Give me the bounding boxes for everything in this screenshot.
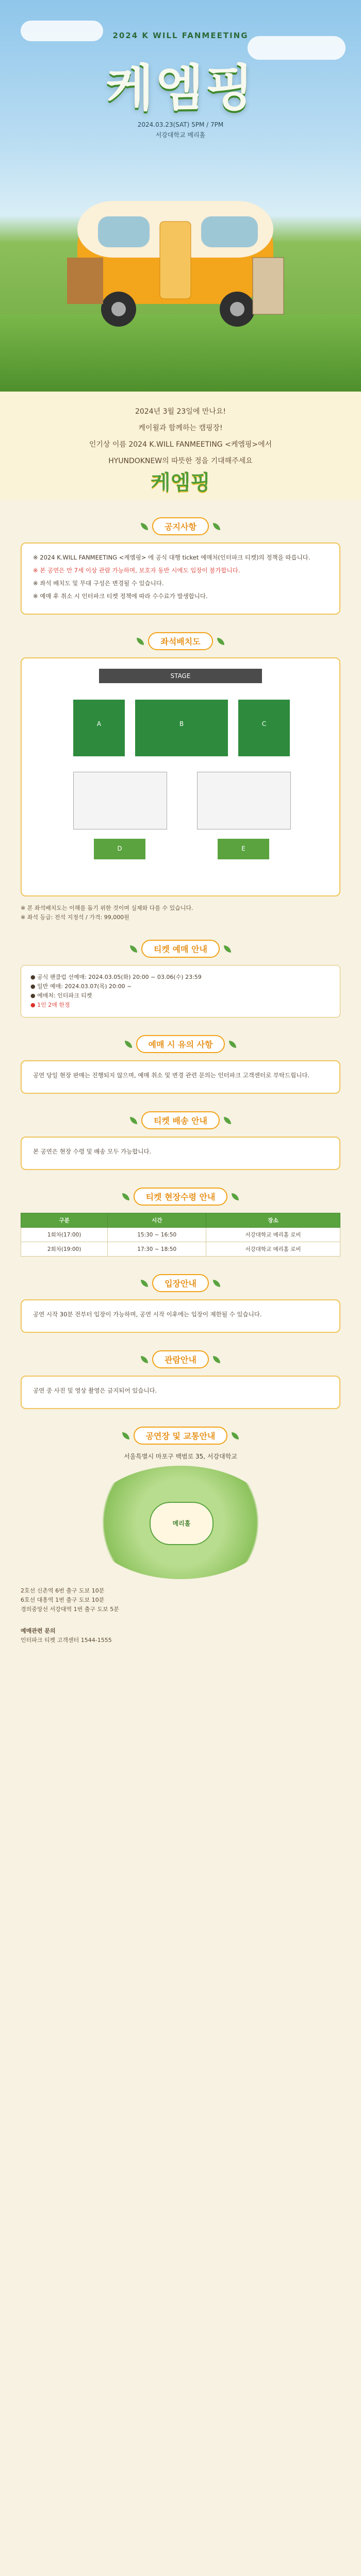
contact-title: 예매관련 문의 xyxy=(21,1628,56,1634)
leaf-icon xyxy=(130,1117,137,1124)
leaf-icon xyxy=(213,1280,220,1287)
intro-section xyxy=(0,392,361,500)
table-cell: 서강대학교 메리홀 로비 xyxy=(206,1228,340,1242)
contact-section xyxy=(21,1626,340,1645)
delivery-card xyxy=(21,1137,340,1170)
ticket-line: ● 공식 팬클럽 선예매: 2024.03.05(화) 20:00 ~ 03.06(수) 23:59 xyxy=(30,974,202,980)
viewing-title: 관람안내 xyxy=(152,1350,209,1368)
stage-label: STAGE xyxy=(99,669,262,683)
leaf-icon xyxy=(122,1193,129,1200)
seat-block xyxy=(238,700,290,756)
ticket-line: ● 1인 2매 한정 xyxy=(30,1002,70,1008)
leaf-icon xyxy=(217,638,224,645)
table-header: 구분 xyxy=(21,1213,108,1228)
cautions-text: 공연 당일 현장 판매는 진행되지 않으며, 예매 취소 및 변경 관련 문의는 인터파크 고객센터로 부탁드립니다. xyxy=(33,1072,310,1079)
table-header-row xyxy=(21,1213,340,1228)
seat-block xyxy=(218,839,269,859)
delivery-title: 티켓 배송 안내 xyxy=(141,1111,220,1129)
ticket-info-box xyxy=(21,965,340,1018)
seat-block xyxy=(94,839,145,859)
viewing-card xyxy=(21,1376,340,1409)
leaf-icon xyxy=(122,1432,129,1439)
seat-block-label: C xyxy=(261,720,267,727)
entry-heading xyxy=(0,1274,361,1292)
seat-block-label: D xyxy=(117,845,122,852)
onsite-table xyxy=(21,1213,340,1257)
ticket-line: ● 일반 예매: 2024.03.07(목) 20:00 ~ xyxy=(30,983,132,990)
delivery-text: 본 공연은 현장 수령 및 배송 모두 가능합니다. xyxy=(33,1148,152,1155)
intro-logo: 케엠핑 xyxy=(151,471,210,495)
intro-line: HYUNDOKNEW의 따뜻한 정을 기대해주세요 xyxy=(108,457,253,465)
notice-paragraph: ※ 2024 K.WILL FANMEETING <케엠핑> 에 공식 대행 ticket 예매처(인터파크 티켓)의 정책을 따릅니다. xyxy=(33,554,310,561)
balcony-block xyxy=(73,772,167,829)
contact-line: 인터파크 티켓 고객센터 1544-1555 xyxy=(21,1637,112,1643)
onsite-title: 티켓 현장수령 안내 xyxy=(134,1188,228,1206)
table-cell: 17:30 ~ 18:50 xyxy=(108,1242,206,1257)
camper-van-illustration xyxy=(57,180,294,335)
leaf-icon xyxy=(232,1432,239,1439)
viewing-text: 공연 중 사진 및 영상 촬영은 금지되어 있습니다. xyxy=(33,1387,157,1394)
cautions-heading xyxy=(0,1035,361,1053)
intro-line: 2024년 3월 23일에 만나요! xyxy=(135,408,226,416)
notice-heading xyxy=(0,517,361,535)
seat-block-label: E xyxy=(241,845,245,852)
hero-date: 2024.03.23(SAT) 5PM / 7PM xyxy=(137,121,224,128)
table-row xyxy=(21,1228,340,1242)
transport-line: 경의중앙선 서강대역 1번 출구 도보 5분 xyxy=(21,1606,119,1613)
hero-banner xyxy=(0,0,361,392)
leaf-icon xyxy=(141,523,148,530)
seat-block-label: B xyxy=(179,720,184,727)
balcony-block xyxy=(197,772,291,829)
table-row xyxy=(21,1242,340,1257)
entry-card xyxy=(21,1299,340,1333)
seat-block xyxy=(135,700,228,756)
notice-card xyxy=(21,543,340,615)
table-header: 장소 xyxy=(206,1213,340,1228)
seat-block-label: A xyxy=(96,720,102,727)
ticket-title: 티켓 예매 안내 xyxy=(141,940,220,958)
hero-info xyxy=(0,120,361,140)
venue-address: 서울특별시 마포구 백범로 35, 서강대학교 xyxy=(124,1453,237,1460)
seat-map xyxy=(21,657,340,896)
transport-line: 2호선 신촌역 6번 출구 도보 10분 xyxy=(21,1587,105,1594)
seat-note: ※ 좌석 등급: 전석 지정석 / 가격: 99,000원 xyxy=(21,914,129,921)
leaf-icon xyxy=(141,1356,148,1363)
table-cell: 15:30 ~ 16:50 xyxy=(108,1228,206,1242)
intro-line: 케이윌과 함께하는 캠핑장! xyxy=(138,424,223,432)
leaf-icon xyxy=(232,1193,239,1200)
delivery-heading xyxy=(0,1111,361,1129)
leaf-icon xyxy=(125,1041,132,1048)
hero-venue: 서강대학교 메리홀 xyxy=(155,131,206,139)
venue-title: 공연장 및 교통안내 xyxy=(134,1427,228,1445)
leaf-icon xyxy=(130,945,137,953)
notice-paragraph: ※ 본 공연은 만 7세 이상 관람 가능하며, 보호자 동반 시에도 입장이 불가합니다. xyxy=(33,567,240,574)
entry-title: 입장안내 xyxy=(152,1274,209,1292)
seat-note: ※ 본 좌석배치도는 이해를 돕기 위한 것이며 실제와 다를 수 있습니다. xyxy=(21,905,193,911)
venue-name: 메리홀 xyxy=(150,1502,214,1545)
leaf-icon xyxy=(224,1117,231,1124)
onsite-heading xyxy=(0,1188,361,1206)
ticket-heading xyxy=(0,940,361,958)
hero-subtitle: 2024 K WILL FANMEETING xyxy=(112,31,249,40)
entry-text: 공연 시작 30분 전부터 입장이 가능하며, 공연 시작 이후에는 입장이 제한될 수 있습니다. xyxy=(33,1311,262,1318)
seat-title: 좌석배치도 xyxy=(148,632,212,650)
notice-paragraph: ※ 예매 후 취소 시 인터파크 티켓 정책에 따라 수수료가 발생합니다. xyxy=(33,592,208,600)
seat-heading xyxy=(0,632,361,650)
venue-heading xyxy=(0,1427,361,1445)
venue-map xyxy=(88,1466,273,1579)
leaf-icon xyxy=(213,1356,220,1363)
transport-line: 6호선 대흥역 1번 출구 도보 10분 xyxy=(21,1597,105,1603)
intro-line: 인기상 이름 2024 K.WILL FANMEETING <케엠핑>에서 xyxy=(89,440,272,449)
viewing-heading xyxy=(0,1350,361,1368)
ticket-line: ● 예매처: 인터파크 티켓 xyxy=(30,992,92,999)
seat-notes xyxy=(21,904,340,922)
table-cell: 서강대학교 메리홀 로비 xyxy=(206,1242,340,1257)
notice-title: 공지사항 xyxy=(152,517,209,535)
cautions-card xyxy=(21,1060,340,1094)
cautions-title: 예매 시 유의 사항 xyxy=(136,1035,225,1053)
notice-paragraph: ※ 좌석 배치도 및 무대 구성은 변경될 수 있습니다. xyxy=(33,580,164,587)
leaf-icon xyxy=(137,638,144,645)
leaf-icon xyxy=(141,1280,148,1287)
seat-block xyxy=(73,700,125,756)
leaf-icon xyxy=(229,1041,236,1048)
transport-notes xyxy=(21,1586,340,1614)
table-cell: 2회차(19:00) xyxy=(21,1242,108,1257)
leaf-icon xyxy=(224,945,231,953)
table-header: 시간 xyxy=(108,1213,206,1228)
hero-title: 케엠핑 xyxy=(105,59,256,117)
table-cell: 1회차(17:00) xyxy=(21,1228,108,1242)
leaf-icon xyxy=(213,523,220,530)
